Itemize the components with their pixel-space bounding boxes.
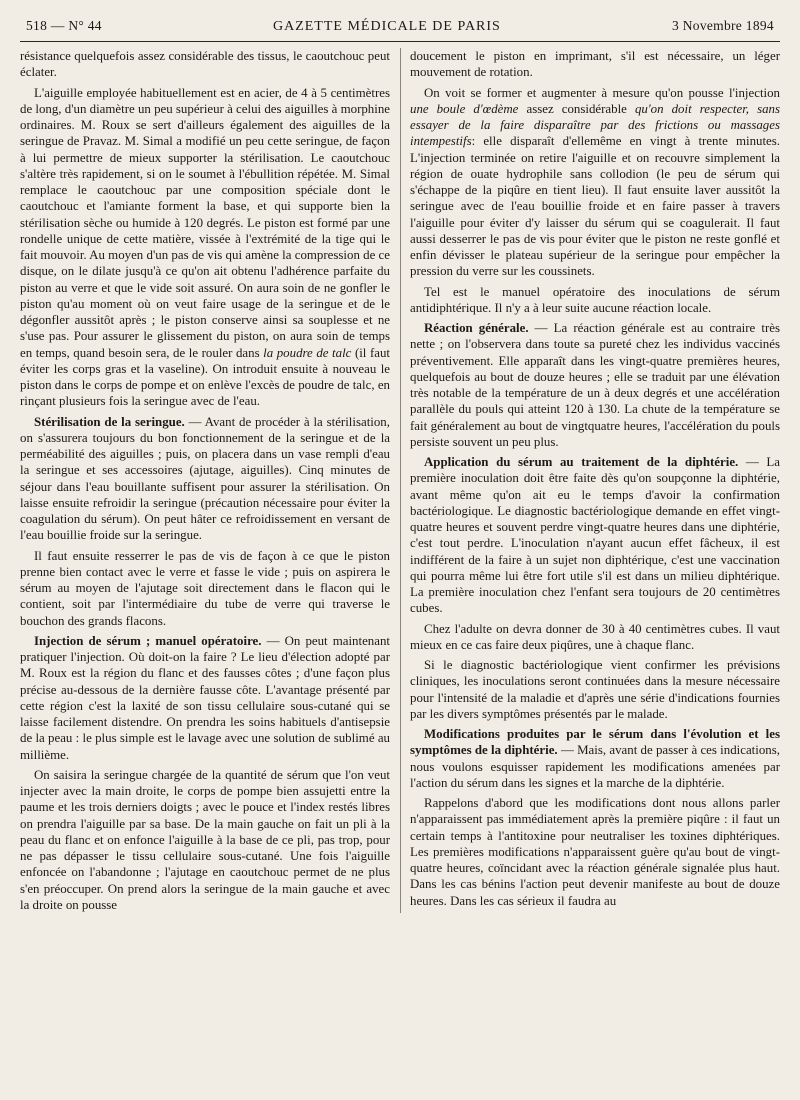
- issue-date: 3 Novembre 1894: [672, 18, 774, 33]
- section-heading: Réaction générale.: [424, 321, 529, 335]
- right-column: [410, 48, 780, 913]
- section-heading: Stérilisation de la seringue.: [34, 414, 185, 429]
- issue-number: — N° 44: [50, 18, 102, 33]
- section-heading: Application du sérum au traitement de la diphtérie.: [424, 455, 739, 469]
- article-columns: [20, 48, 780, 913]
- paragraph: On saisira la seringue chargée de la quantité de sérum que l'on veut injecter avec la main droite, le corps de pompe bien assujetti entre la paume et les trois derniers doigts ; avec le pouce et l'index restés libres on prendra l'aiguille par sa base. De la main gauche on fait un pli à la peau du flanc et on enfonce l'aiguille à la base de ce pli, pas trop, pour ne pas dépasser le tissu cellulaire sous-cutané. Une fois l'aiguille enfoncée on l'abandonne ; l'ajutage en caoutchouc permet de ne plus s'en préoccuper. On prend alors la seringue de la main gauche et avec la droite on pousse: [20, 767, 390, 912]
- paragraph: Réaction générale. — La réaction générale est au contraire très nette ; on l'observera dans toute sa pureté chez les individus vaccinés préventivement. Elle apparaît dans les vingt-quatre premières heures, quelquefois au bout de douze heures ; elle se traduit par une élévation très notable de la température de un à deux degrés et une accélération parallèle du pouls qui atteint 120 à 130. La chute de la température se fait généralement au bout de vingtquatre heures, l'accélération du pouls persiste souvent un peu plus.: [410, 321, 780, 449]
- paragraph: Si le diagnostic bactériologique vient confirmer les prévisions cliniques, les inoculations seront continuées dans la mesure nécessaire pour l'intensité de la maladie et d'après une série d'indications fournies par les divers symptômes présentés par le malade.: [410, 658, 780, 721]
- left-column: [20, 48, 390, 913]
- italic-phrase: une boule d'œdème: [410, 101, 519, 116]
- paragraph: Chez l'adulte on devra donner de 30 à 40 centimètres cubes. Il vaut mieux en ce cas faire deux piqûres, une à chaque flanc.: [410, 621, 780, 652]
- paragraph: Injection de sérum ; manuel opératoire. — On peut maintenant pratiquer l'injection. Où doit-on la faire ? Le lieu d'élection adopté par M. Roux est la région du flanc et des fausses côtes ; d'une façon plus précise au-dessous de la dernière fausse côte. L'avantage présenté par cette région c'est la laxité de son tissu cellulaire sous-cutané qui se laisse facilement distendre. On prendra les soins habituels d'antisepsie de la peau : le plus simple est le lavage avec une solution de sublimé au millième.: [20, 633, 390, 762]
- paragraph: Stérilisation de la seringue. — Avant de procéder à la stérilisation, on s'assurera toujours du bon fonctionnement de la seringue et de la perméabilité des aiguilles ; puis, on placera dans un vase rempli d'eau la seringue et ses accessoires (ajutage, aiguilles). Cinq minutes de séjour dans l'eau bouillante suffisent pour assurer la stérilisation. On laisse ensuite refroidir la seringue (précaution nécessaire pour éviter la coagulation du sérum). On peut hâter ce refroidissement en versant de l'eau bouillie froide sur la seringue.: [20, 414, 390, 543]
- page-number-and-issue: [26, 18, 102, 34]
- italic-phrase: qu'on doit respecter, sans essayer de la faire disparaître par des frictions ou massages intempestifs: [410, 101, 780, 149]
- journal-title: GAZETTE MÉDICALE DE PARIS: [272, 19, 501, 34]
- page-header: [20, 18, 780, 42]
- paragraph: On voit se former et augmenter à mesure qu'on pousse l'injection une boule d'œdème assez considérable qu'on doit respecter, sans essayer de la faire disparaître par des frictions ou massages intempestifs: elle disparaît d'ellemême en vingt à trente minutes. L'injection terminée on retire l'aiguille et on recouvre simplement la région de ouate hydrophile sans collodion (le peu de sérum qui s'échappe de la piqûre en tient lieu). Il faut ensuite laver aussitôt la seringue avec de l'eau bouillie froide et en faire passer à travers l'aiguille pour éviter d'y laisser du sérum qui se coagulerait. Il faut aussi desserrer le pas de vis pour éviter que le piston ne reste gonflé et enfin dévisser le plateau supérieur de la seringue pour empêcher la pression du verre sur les coussinets.: [410, 85, 780, 279]
- paragraph: Tel est le manuel opératoire des inoculations de sérum antidiphtérique. Il n'y a à leur suite aucune réaction locale.: [410, 284, 780, 315]
- italic-phrase: la poudre de talc: [263, 345, 352, 360]
- paragraph: Rappelons d'abord que les modifications dont nous allons parler n'apparaissent pas immédiatement après la première piqûre : il faut un certain temps à l'antitoxine pour neutraliser les toxines diphtériques. Les premières modifications n'apparaissent guère qu'au bout de vingt-quatre heures, coïncidant avec la réaction générale signalée plus haut. Dans les cas bénins l'action peut devenir manifeste au bout de douze heures. Dans les cas sérieux il faudra au: [410, 796, 780, 908]
- section-heading: Injection de sérum ; manuel opératoire.: [34, 633, 262, 648]
- page-number: 518: [26, 18, 48, 33]
- paragraph: résistance quelquefois assez considérable des tissus, le caoutchouc peut éclater.: [20, 49, 390, 80]
- paragraph: Il faut ensuite resserrer le pas de vis de façon à ce que le piston prenne bien contact avec le verre et fasse le vide ; puis on aspirera le sérum au moyen de l'ajutage soit directement dans le flacon qui le contient, soit par l'intermédiaire du tube de verre qui traverse le bouchon des grands flacons.: [20, 548, 390, 628]
- section-heading: Modifications produites par le sérum dans l'évolution et les symptômes de la diphtérie.: [410, 727, 780, 758]
- paragraph: L'aiguille employée habituellement est en acier, de 4 à 5 centimètres de long, d'un diamètre un peu supérieur à celui des aiguilles à morphine ordinaires. M. Roux se sert d'ailleurs également des aiguilles de la seringue de Pravaz. M. Simal a modifié un peu cette seringue, de façon à lui permettre de mieux supporter la stérilisation. Le caoutchouc s'altère très rapidement, si on le soumet à l'ébullition répétée. M. Simal remplace le caoutchouc par une composition spéciale dont le caoutchouc et l'amiante forment la base, et qui supporte bien la stérilisation sèche ou humide à 120 degrés. Le piston est formé par une rondelle unique de cette matière, vissée à l'extrémité de la tige qui le fait mouvoir. Au moyen d'un pas de vis qui amène la compression de ce disque, on le dilate jusqu'à ce qu'on ait obtenu l'adhérence parfaite du piston au verre et que le vide soit assuré. On aura soin de ne gonfler le piston qu'au moment où on veut faire usage de la seringue et de le dégonfler aussitôt après ; le piston conserve ainsi sa souplesse et ne s'use pas. Pour assurer le glissement du piston, on aura soin de temps en temps, quand besoin sera, de le rouler dans la poudre de talc (il faut éviter les corps gras et la vaseline). On introduit ensuite à nouveau le piston dans le corps de pompe et on enlève l'excès de poudre de talc, en rinçant plusieurs fois la seringue avec de l'eau.: [20, 85, 390, 409]
- paragraph: Modifications produites par le sérum dans l'évolution et les symptômes de la diphtérie. — Mais, avant de passer à ces indications, nous voulons esquisser rapidement les modifications amenées par l'action du sérum dans les signes et la marche de la diphtérie.: [410, 727, 780, 790]
- paragraph: Application du sérum au traitement de la diphtérie. — La première inoculation doit être faite dès qu'on soupçonne la diphtérie, avant même qu'on ait eu le temps d'avoir la confirmation bactériologique. Le diagnostic bactériologique demande en effet vingt-quatre heures et souvent perdre vingt-quatre heures dans une diphtérie, c'est tout perdre. L'inoculation n'ayant aucun effet fâcheux, il est indifférent de la faire à un sujet non diphtérique, c'est une vaccination qui pourra même lui être fort utile s'il est dans un milieu diphtérique. La première inoculation chez l'enfant sera toujours de 20 centimètres cubes.: [410, 455, 780, 616]
- paragraph: doucement le piston en imprimant, s'il est nécessaire, un léger mouvement de rotation.: [410, 49, 780, 80]
